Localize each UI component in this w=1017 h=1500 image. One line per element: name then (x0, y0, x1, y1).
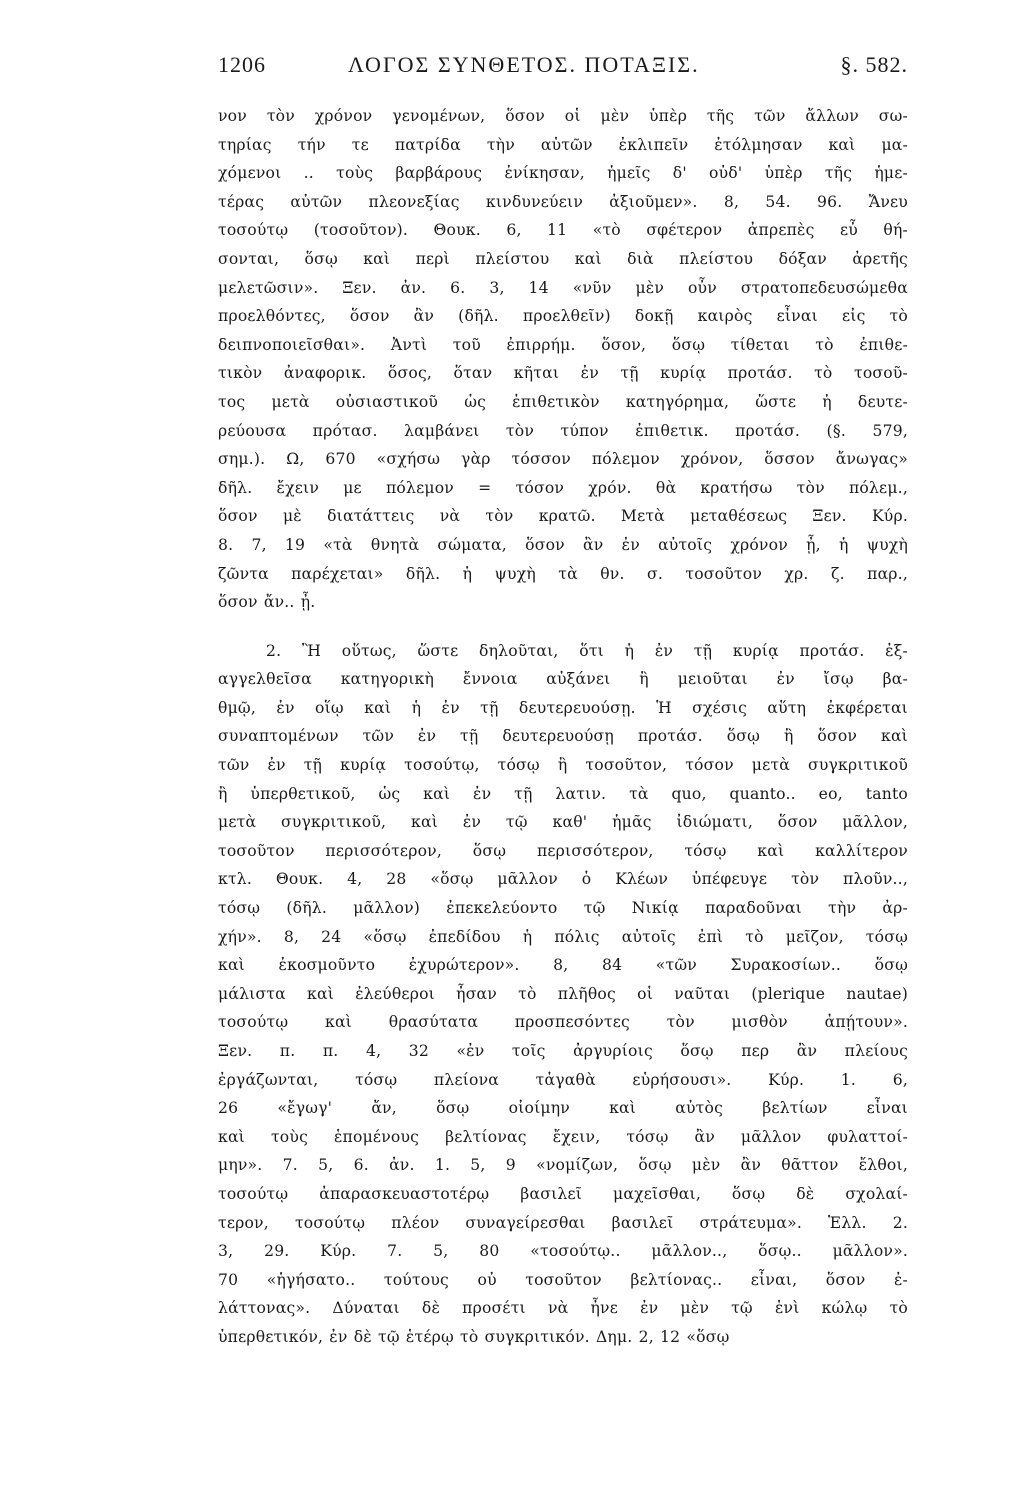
text-line: τοσοῦτον περισσότερον, ὅσῳ περισσότερον, τόσῳ καὶ καλλίτερον (218, 841, 908, 860)
text-line: 2. Ἢ οὕτως, ὥστε δηλοῦται, ὅτι ἡ ἐν τῇ κυρίᾳ προτάσ. ἐξ- (266, 641, 908, 660)
book-page (218, 52, 908, 1472)
text-line: ὅσον μὲ διατάττεις νὰ τὸν κρατῶ. Μετὰ μεταθέσεως Ξεν. Κύρ. (218, 507, 908, 526)
text-line: τῶν ἐν τῇ κυρίᾳ τοσούτῳ, τόσῳ ἢ τοσοῦτον, τόσον μετὰ συγκριτικοῦ (218, 756, 908, 775)
text-line: καὶ ἐκοσμοῦντο ἐχυρώτερον». 8, 84 «τῶν Συρακοσίων.. ὅσῳ (218, 956, 908, 975)
text-line: ζῶντα παρέχεται» δῆλ. ἡ ψυχὴ τὰ θν. σ. τοσοῦτον χρ. ζ. παρ., (218, 564, 908, 583)
text-line: 3, 29. Κύρ. 7. 5, 80 «τοσούτῳ.. μᾶλλον.., ὅσῳ.. μᾶλλον». (218, 1242, 908, 1261)
text-line: τερον, τοσούτῳ πλέον συναγείρεσθαι βασιλεῖ στράτευμα». Ἑλλ. 2. (218, 1213, 908, 1232)
text-line: τοσούτῳ (τοσοῦτον). Θουκ. 6, 11 «τὸ σφέτερον ἀπρεπὲς εὖ θή- (218, 221, 908, 240)
text-line: χόμενοι .. τοὺς βαρβάρους ἐνίκησαν, ἡμεῖς δ' οὐδ' ὑπὲρ τῆς ἡμε- (218, 164, 908, 183)
text-line: τέρας αὐτῶν πλεονεξίας κινδυνεύειν ἀξιοῦμεν». 8, 54. 96. Ἄνευ (218, 192, 908, 211)
text-line: μετὰ συγκριτικοῦ, καὶ ἐν τῷ καθ' ἡμᾶς ἰδιώματι, ὅσον μᾶλλον, (218, 813, 908, 832)
text-line: μάλιστα καὶ ἐλεύθεροι ἦσαν τὸ πλῆθος οἱ ναῦται (plerique nautae) (218, 984, 908, 1003)
text-line: συναπτομένων τῶν ἐν τῇ δευτερευούσῃ προτάσ. ὅσῳ ἢ ὅσον καὶ (218, 727, 908, 746)
paragraph (218, 637, 908, 1352)
text-line: προελθόντες, ὅσον ἂν (δῆλ. προελθεῖν) δοκῇ καιρὸς εἶναι εἰς τὸ (218, 307, 908, 326)
text-line: τόσῳ (δῆλ. μᾶλλον) ἐπεκελεύοντο τῷ Νικίᾳ παραδοῦναι τὴν ἀρ- (218, 899, 908, 918)
running-head (218, 52, 908, 88)
section-number: §. 582. (840, 52, 908, 77)
text-line: τηρίας τήν τε πατρίδα τὴν αὑτῶν ἐκλιπεῖν ἐτόλμησαν καὶ μα- (218, 135, 908, 154)
text-line: ἐργάζωνται, τόσῳ πλείονα τἀγαθὰ εὑρήσουσι». Κύρ. 1. 6, (218, 1070, 908, 1089)
text-line: τος μετὰ οὐσιαστικοῦ ὡς ἐπιθετικὸν κατηγόρημα, ὥστε ἡ δευτε- (218, 392, 908, 411)
text-line: 70 «ἡγήσατο.. τούτους οὐ τοσοῦτον βελτίονας.. εἶναι, ὅσον ἐ- (218, 1270, 908, 1289)
text-line: λάττονας». Δύναται δὲ προσέτι νὰ ἦνε ἐν μὲν τῷ ἑνὶ κώλῳ τὸ (218, 1299, 908, 1318)
page-number: 1206 (218, 52, 266, 77)
text-line: θμῷ, ἐν οἵῳ καὶ ἡ ἐν τῇ δευτερευούσῃ. Ἡ σχέσις αὕτη ἐκφέρεται (218, 698, 908, 717)
text-line: κτλ. Θουκ. 4, 28 «ὅσῳ μᾶλλον ὁ Κλέων ὑπέφευγε τὸν πλοῦν.., (218, 870, 908, 889)
text-line: ὑπερθετικόν, ἐν δὲ τῷ ἑτέρῳ τὸ συγκριτικόν. Δημ. 2, 12 «ὅσῳ (218, 1327, 730, 1346)
text-line: μελετῶσιν». Ξεν. ἀν. 6. 3, 14 «νῦν μὲν οὖν στρατοπεδευσώμεθα (218, 278, 908, 297)
text-line: ὅσον ἄν.. ᾖ. (218, 593, 316, 612)
text-line: καὶ τοὺς ἑπομένους βελτίονας ἔχειν, τόσῳ ἂν μᾶλλον φυλαττοί- (218, 1127, 908, 1146)
paragraph-gap (218, 617, 908, 637)
body-text (218, 102, 908, 1352)
text-line: τικὸν ἀναφορικ. ὅσος, ὅταν κῆται ἐν τῇ κυρίᾳ προτάσ. τὸ τοσοῦ- (218, 364, 908, 383)
text-line: χήν». 8, 24 «ὅσῳ ἐπεδίδου ἡ πόλις αὐτοῖς ἐπὶ τὸ μεῖζον, τόσῳ (218, 927, 908, 946)
text-line: νον τὸν χρόνον γενομένων, ὅσον οἱ μὲν ὑπὲρ τῆς τῶν ἄλλων σω- (218, 107, 908, 125)
text-line: σημ.). Ω, 670 «σχήσω γὰρ τόσσον πόλεμον χρόνον, ὅσσον ἄνωγας» (218, 450, 908, 469)
text-line: αγγελθεῖσα κατηγορικὴ ἔννοια αὐξάνει ἢ μειοῦται ἐν ἴσῳ βα- (218, 670, 908, 689)
text-line: δῆλ. ἔχειν με πόλεμον = τόσον χρόν. θὰ κρατήσω τὸν πόλεμ., (218, 478, 908, 497)
text-line: Ξεν. π. π. 4, 32 «ἐν τοῖς ἀργυρίοις ὅσῳ περ ἂν πλείους (218, 1042, 908, 1060)
text-line: ἢ ὑπερθετικοῦ, ὡς καὶ ἐν τῇ λατιν. τὰ quo, quanto.. eo, tanto (218, 784, 908, 803)
paragraph (218, 102, 908, 617)
text-line: τοσούτῳ καὶ θρασύτατα προσπεσόντες τὸν μισθὸν ἀπῄτουν». (218, 1013, 908, 1032)
text-line: μην». 7. 5, 6. ἀν. 1. 5, 9 «νομίζων, ὅσῳ μὲν ἂν θᾶττον ἔλθοι, (218, 1156, 908, 1175)
text-line: 26 «ἔγωγ' ἄν, ὅσῳ οἰοίμην καὶ αὐτὸς βελτίων εἶναι (218, 1099, 908, 1118)
text-line: τοσούτῳ ἀπαρασκευαστοτέρῳ βασιλεῖ μαχεῖσθαι, ὅσῳ δὲ σχολαί- (218, 1184, 908, 1203)
text-line: σονται, ὅσῳ καὶ περὶ πλείστου καὶ διὰ πλείστου δόξαν ἀρετῆς (218, 249, 908, 268)
running-title: ΛΟΓΟΣ ΣΥΝΘΕΤΟΣ. ΠΟΤΑΞΙΣ. (348, 52, 700, 77)
text-line: 8. 7, 19 «τὰ θνητὰ σώματα, ὅσον ἂν ἐν αὐτοῖς χρόνον ᾖ, ἡ ψυχὴ (218, 535, 908, 554)
text-line: ρεύουσα πρότασ. λαμβάνει τὸν τύπον ἐπιθετικ. προτάσ. (§. 579, (218, 421, 908, 440)
text-line: δειπνοποιεῖσθαι». Ἀντὶ τοῦ ἐπιρρήμ. ὅσον, ὅσῳ τίθεται τὸ ἐπιθε- (218, 335, 908, 354)
